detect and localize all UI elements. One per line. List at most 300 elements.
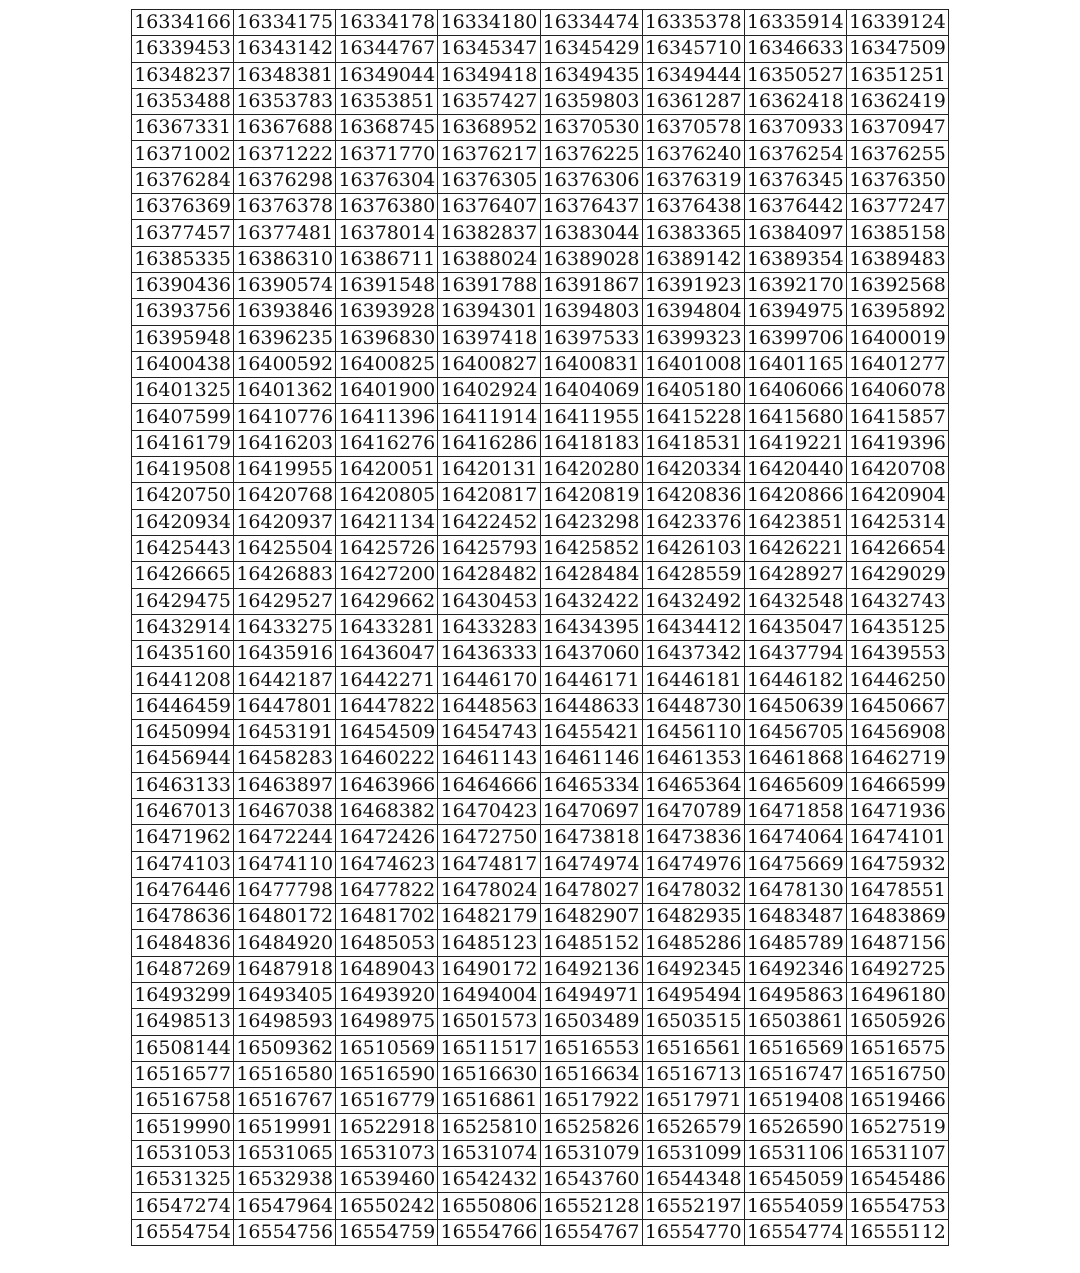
table-cell: 16396830 (336, 325, 438, 351)
table-cell: 16420934 (132, 509, 234, 535)
table-cell: 16401277 (846, 351, 948, 377)
number-table-body (132, 10, 949, 1246)
table-cell: 16393928 (336, 299, 438, 325)
table-cell: 16429029 (846, 562, 948, 588)
table-cell: 16400592 (234, 351, 336, 377)
table-cell: 16371222 (234, 141, 336, 167)
table-cell: 16411396 (336, 404, 438, 430)
table-cell: 16361287 (642, 88, 744, 114)
table-cell: 16466599 (846, 772, 948, 798)
table-cell: 16554756 (234, 1219, 336, 1245)
table-cell: 16428927 (744, 562, 846, 588)
table-cell: 16470423 (438, 798, 540, 824)
table-cell: 16516575 (846, 1035, 948, 1061)
table-cell: 16370530 (540, 115, 642, 141)
table-cell: 16485123 (438, 930, 540, 956)
table-cell: 16390436 (132, 272, 234, 298)
table-cell: 16407599 (132, 404, 234, 430)
table-cell: 16467038 (234, 798, 336, 824)
table-cell: 16359803 (540, 88, 642, 114)
table-row (132, 693, 949, 719)
table-cell: 16410776 (234, 404, 336, 430)
table-cell: 16448730 (642, 693, 744, 719)
table-cell: 16468382 (336, 798, 438, 824)
table-cell: 16334175 (234, 10, 336, 36)
table-cell: 16498593 (234, 1009, 336, 1035)
table-cell: 16419221 (744, 430, 846, 456)
table-cell: 16335378 (642, 10, 744, 36)
table-cell: 16531073 (336, 1140, 438, 1166)
table-cell: 16474976 (642, 851, 744, 877)
table-row (132, 1061, 949, 1087)
table-cell: 16453191 (234, 720, 336, 746)
table-cell: 16429527 (234, 588, 336, 614)
table-cell: 16429662 (336, 588, 438, 614)
table-cell: 16552197 (642, 1193, 744, 1219)
table-cell: 16401362 (234, 378, 336, 404)
table-cell: 16474103 (132, 851, 234, 877)
table-cell: 16554767 (540, 1219, 642, 1245)
table-cell: 16334474 (540, 10, 642, 36)
table-cell: 16552128 (540, 1193, 642, 1219)
table-cell: 16396235 (234, 325, 336, 351)
table-cell: 16429475 (132, 588, 234, 614)
table-cell: 16478032 (642, 877, 744, 903)
table-cell: 16388024 (438, 246, 540, 272)
table-cell: 16555112 (846, 1219, 948, 1245)
table-cell: 16389483 (846, 246, 948, 272)
table-cell: 16516630 (438, 1061, 540, 1087)
table-cell: 16531065 (234, 1140, 336, 1166)
table-row (132, 378, 949, 404)
table-cell: 16353488 (132, 88, 234, 114)
table-cell: 16516861 (438, 1088, 540, 1114)
table-cell: 16435047 (744, 614, 846, 640)
table-cell: 16465364 (642, 772, 744, 798)
table-cell: 16426103 (642, 535, 744, 561)
table-cell: 16353851 (336, 88, 438, 114)
table-cell: 16532938 (234, 1167, 336, 1193)
table-cell: 16376255 (846, 141, 948, 167)
table-cell: 16434412 (642, 614, 744, 640)
table-row (132, 851, 949, 877)
table-cell: 16367688 (234, 115, 336, 141)
table-row (132, 877, 949, 903)
table-cell: 16470697 (540, 798, 642, 824)
table-cell: 16526579 (642, 1114, 744, 1140)
table-cell: 16428559 (642, 562, 744, 588)
table-cell: 16432492 (642, 588, 744, 614)
table-cell: 16503515 (642, 1009, 744, 1035)
table-cell: 16416286 (438, 430, 540, 456)
table-cell: 16484920 (234, 930, 336, 956)
table-cell: 16416203 (234, 430, 336, 456)
table-cell: 16493920 (336, 982, 438, 1008)
table-row (132, 36, 949, 62)
table-cell: 16382837 (438, 220, 540, 246)
table-cell: 16395948 (132, 325, 234, 351)
table-cell: 16485286 (642, 930, 744, 956)
table-row (132, 167, 949, 193)
table-cell: 16435125 (846, 614, 948, 640)
table-cell: 16464666 (438, 772, 540, 798)
table-cell: 16531053 (132, 1140, 234, 1166)
table-row (132, 483, 949, 509)
table-cell: 16420051 (336, 457, 438, 483)
table-cell: 16495863 (744, 982, 846, 1008)
table-cell: 16399323 (642, 325, 744, 351)
table-cell: 16376217 (438, 141, 540, 167)
table-cell: 16461353 (642, 746, 744, 772)
table-row (132, 614, 949, 640)
table-cell: 16478027 (540, 877, 642, 903)
table-cell: 16425443 (132, 535, 234, 561)
table-cell: 16526590 (744, 1114, 846, 1140)
table-cell: 16391923 (642, 272, 744, 298)
table-cell: 16492136 (540, 956, 642, 982)
table-cell: 16376306 (540, 167, 642, 193)
table-cell: 16554753 (846, 1193, 948, 1219)
table-row (132, 62, 949, 88)
table-cell: 16554766 (438, 1219, 540, 1245)
table-row (132, 1035, 949, 1061)
table-cell: 16416276 (336, 430, 438, 456)
table-cell: 16471858 (744, 798, 846, 824)
table-cell: 16423851 (744, 509, 846, 535)
table-cell: 16400827 (438, 351, 540, 377)
table-cell: 16496180 (846, 982, 948, 1008)
table-row (132, 115, 949, 141)
table-row (132, 535, 949, 561)
table-cell: 16461146 (540, 746, 642, 772)
table-row (132, 88, 949, 114)
table-cell: 16411914 (438, 404, 540, 430)
table-cell: 16376319 (642, 167, 744, 193)
table-cell: 16392568 (846, 272, 948, 298)
table-cell: 16446459 (132, 693, 234, 719)
table-cell: 16348381 (234, 62, 336, 88)
table-cell: 16334180 (438, 10, 540, 36)
table-cell: 16371002 (132, 141, 234, 167)
table-cell: 16426883 (234, 562, 336, 588)
table-cell: 16476446 (132, 877, 234, 903)
table-cell: 16472750 (438, 825, 540, 851)
table-cell: 16465334 (540, 772, 642, 798)
table-cell: 16376442 (744, 194, 846, 220)
table-cell: 16474064 (744, 825, 846, 851)
table-cell: 16368952 (438, 115, 540, 141)
table-row (132, 930, 949, 956)
table-cell: 16456110 (642, 720, 744, 746)
table-cell: 16390574 (234, 272, 336, 298)
table-cell: 16423376 (642, 509, 744, 535)
table-cell: 16492346 (744, 956, 846, 982)
table-cell: 16550242 (336, 1193, 438, 1219)
table-cell: 16516569 (744, 1035, 846, 1061)
table-cell: 16420836 (642, 483, 744, 509)
table-cell: 16432422 (540, 588, 642, 614)
table-cell: 16482907 (540, 904, 642, 930)
table-cell: 16376304 (336, 167, 438, 193)
table-cell: 16495494 (642, 982, 744, 1008)
table-cell: 16485152 (540, 930, 642, 956)
table-cell: 16376305 (438, 167, 540, 193)
table-row (132, 772, 949, 798)
table-cell: 16434395 (540, 614, 642, 640)
table-cell: 16370933 (744, 115, 846, 141)
table-cell: 16415228 (642, 404, 744, 430)
table-cell: 16421134 (336, 509, 438, 535)
table-cell: 16492345 (642, 956, 744, 982)
table-cell: 16343142 (234, 36, 336, 62)
table-cell: 16516767 (234, 1088, 336, 1114)
table-row (132, 272, 949, 298)
table-cell: 16522918 (336, 1114, 438, 1140)
table-cell: 16442187 (234, 667, 336, 693)
table-cell: 16433281 (336, 614, 438, 640)
table-cell: 16435160 (132, 641, 234, 667)
table-cell: 16394803 (540, 299, 642, 325)
table-cell: 16478024 (438, 877, 540, 903)
table-cell: 16447822 (336, 693, 438, 719)
table-cell: 16401008 (642, 351, 744, 377)
table-cell: 16371770 (336, 141, 438, 167)
table-cell: 16386310 (234, 246, 336, 272)
table-cell: 16376369 (132, 194, 234, 220)
table-cell: 16416179 (132, 430, 234, 456)
table-cell: 16498975 (336, 1009, 438, 1035)
table-cell: 16383044 (540, 220, 642, 246)
table-row (132, 904, 949, 930)
table-cell: 16376438 (642, 194, 744, 220)
table-cell: 16547274 (132, 1193, 234, 1219)
table-cell: 16426654 (846, 535, 948, 561)
table-cell: 16376254 (744, 141, 846, 167)
table-cell: 16455421 (540, 720, 642, 746)
table-cell: 16454743 (438, 720, 540, 746)
table-row (132, 220, 949, 246)
table-cell: 16516590 (336, 1061, 438, 1087)
table-cell: 16420440 (744, 457, 846, 483)
table-cell: 16404069 (540, 378, 642, 404)
table-cell: 16487156 (846, 930, 948, 956)
table-cell: 16420708 (846, 457, 948, 483)
table-row (132, 430, 949, 456)
table-cell: 16349435 (540, 62, 642, 88)
table-cell: 16349044 (336, 62, 438, 88)
table-cell: 16423298 (540, 509, 642, 535)
table-cell: 16545059 (744, 1167, 846, 1193)
table-row (132, 351, 949, 377)
table-row (132, 404, 949, 430)
table-cell: 16487269 (132, 956, 234, 982)
table-cell: 16456908 (846, 720, 948, 746)
table-cell: 16498513 (132, 1009, 234, 1035)
table-cell: 16494004 (438, 982, 540, 1008)
table-cell: 16503861 (744, 1009, 846, 1035)
table-cell: 16547964 (234, 1193, 336, 1219)
table-cell: 16425314 (846, 509, 948, 535)
table-row (132, 457, 949, 483)
table-cell: 16345347 (438, 36, 540, 62)
table-cell: 16420819 (540, 483, 642, 509)
table-cell: 16400825 (336, 351, 438, 377)
table-cell: 16415857 (846, 404, 948, 430)
table-cell: 16517971 (642, 1088, 744, 1114)
table-cell: 16531074 (438, 1140, 540, 1166)
table-row (132, 10, 949, 36)
table-cell: 16554774 (744, 1219, 846, 1245)
table-cell: 16353783 (234, 88, 336, 114)
table-cell: 16432743 (846, 588, 948, 614)
table-cell: 16376240 (642, 141, 744, 167)
table-cell: 16437342 (642, 641, 744, 667)
table-cell: 16395892 (846, 299, 948, 325)
table-cell: 16426665 (132, 562, 234, 588)
table-cell: 16450667 (846, 693, 948, 719)
table-cell: 16362418 (744, 88, 846, 114)
table-cell: 16400438 (132, 351, 234, 377)
table-cell: 16397418 (438, 325, 540, 351)
table-row (132, 1167, 949, 1193)
table-cell: 16525826 (540, 1114, 642, 1140)
table-cell: 16385158 (846, 220, 948, 246)
table-cell: 16420768 (234, 483, 336, 509)
table-row (132, 982, 949, 1008)
table-cell: 16435916 (234, 641, 336, 667)
table-cell: 16483487 (744, 904, 846, 930)
table-cell: 16376284 (132, 167, 234, 193)
table-cell: 16456705 (744, 720, 846, 746)
table-row (132, 667, 949, 693)
table-cell: 16402924 (438, 378, 540, 404)
table-cell: 16391548 (336, 272, 438, 298)
table-cell: 16544348 (642, 1167, 744, 1193)
table-cell: 16370578 (642, 115, 744, 141)
table-row (132, 194, 949, 220)
table-row (132, 641, 949, 667)
table-cell: 16400831 (540, 351, 642, 377)
table-cell: 16391867 (540, 272, 642, 298)
table-cell: 16394804 (642, 299, 744, 325)
table-cell: 16368745 (336, 115, 438, 141)
table-cell: 16422452 (438, 509, 540, 535)
table-row (132, 588, 949, 614)
table-cell: 16334178 (336, 10, 438, 36)
table-cell: 16447801 (234, 693, 336, 719)
table-cell: 16554754 (132, 1219, 234, 1245)
table-row (132, 509, 949, 535)
table-row (132, 956, 949, 982)
table-row (132, 798, 949, 824)
table-cell: 16516553 (540, 1035, 642, 1061)
table-cell: 16542432 (438, 1167, 540, 1193)
table-cell: 16477822 (336, 877, 438, 903)
table-cell: 16433283 (438, 614, 540, 640)
table-cell: 16446250 (846, 667, 948, 693)
table-cell: 16478636 (132, 904, 234, 930)
table-cell: 16378014 (336, 220, 438, 246)
table-cell: 16432548 (744, 588, 846, 614)
table-cell: 16446182 (744, 667, 846, 693)
table-cell: 16394975 (744, 299, 846, 325)
table-cell: 16472426 (336, 825, 438, 851)
table-cell: 16474110 (234, 851, 336, 877)
table-cell: 16516580 (234, 1061, 336, 1087)
table-cell: 16406078 (846, 378, 948, 404)
table-cell: 16436047 (336, 641, 438, 667)
table-cell: 16436333 (438, 641, 540, 667)
table-cell: 16456944 (132, 746, 234, 772)
table-cell: 16386711 (336, 246, 438, 272)
table-cell: 16377481 (234, 220, 336, 246)
table-cell: 16389028 (540, 246, 642, 272)
table-cell: 16517922 (540, 1088, 642, 1114)
table-cell: 16539460 (336, 1167, 438, 1193)
table-cell: 16550806 (438, 1193, 540, 1219)
table-cell: 16531106 (744, 1140, 846, 1166)
table-cell: 16470789 (642, 798, 744, 824)
table-cell: 16437060 (540, 641, 642, 667)
table-cell: 16478551 (846, 877, 948, 903)
table-cell: 16531079 (540, 1140, 642, 1166)
table-cell: 16543760 (540, 1167, 642, 1193)
table-cell: 16516561 (642, 1035, 744, 1061)
table-row (132, 1009, 949, 1035)
table-cell: 16511517 (438, 1035, 540, 1061)
table-cell: 16377247 (846, 194, 948, 220)
table-cell: 16397533 (540, 325, 642, 351)
table-cell: 16450994 (132, 720, 234, 746)
table-cell: 16493405 (234, 982, 336, 1008)
table-row (132, 141, 949, 167)
table-cell: 16503489 (540, 1009, 642, 1035)
table-cell: 16392170 (744, 272, 846, 298)
table-cell: 16420866 (744, 483, 846, 509)
table-cell: 16420937 (234, 509, 336, 535)
table-cell: 16385335 (132, 246, 234, 272)
table-cell: 16362419 (846, 88, 948, 114)
table-cell: 16401165 (744, 351, 846, 377)
table-cell: 16475932 (846, 851, 948, 877)
table-cell: 16420817 (438, 483, 540, 509)
table-cell: 16472244 (234, 825, 336, 851)
table-cell: 16428484 (540, 562, 642, 588)
table-cell: 16383365 (642, 220, 744, 246)
table-cell: 16335914 (744, 10, 846, 36)
table-cell: 16437794 (744, 641, 846, 667)
table-cell: 16415680 (744, 404, 846, 430)
table-cell: 16471936 (846, 798, 948, 824)
table-cell: 16487918 (234, 956, 336, 982)
table-cell: 16463133 (132, 772, 234, 798)
table-cell: 16428482 (438, 562, 540, 588)
table-cell: 16485053 (336, 930, 438, 956)
table-row (132, 825, 949, 851)
table-cell: 16432914 (132, 614, 234, 640)
table-cell: 16389142 (642, 246, 744, 272)
table-cell: 16554770 (642, 1219, 744, 1245)
table-cell: 16525810 (438, 1114, 540, 1140)
table-cell: 16430453 (438, 588, 540, 614)
table-cell: 16401900 (336, 378, 438, 404)
table-cell: 16460222 (336, 746, 438, 772)
table-cell: 16339453 (132, 36, 234, 62)
table-cell: 16420805 (336, 483, 438, 509)
table-cell: 16516758 (132, 1088, 234, 1114)
table-cell: 16474817 (438, 851, 540, 877)
table-cell: 16441208 (132, 667, 234, 693)
